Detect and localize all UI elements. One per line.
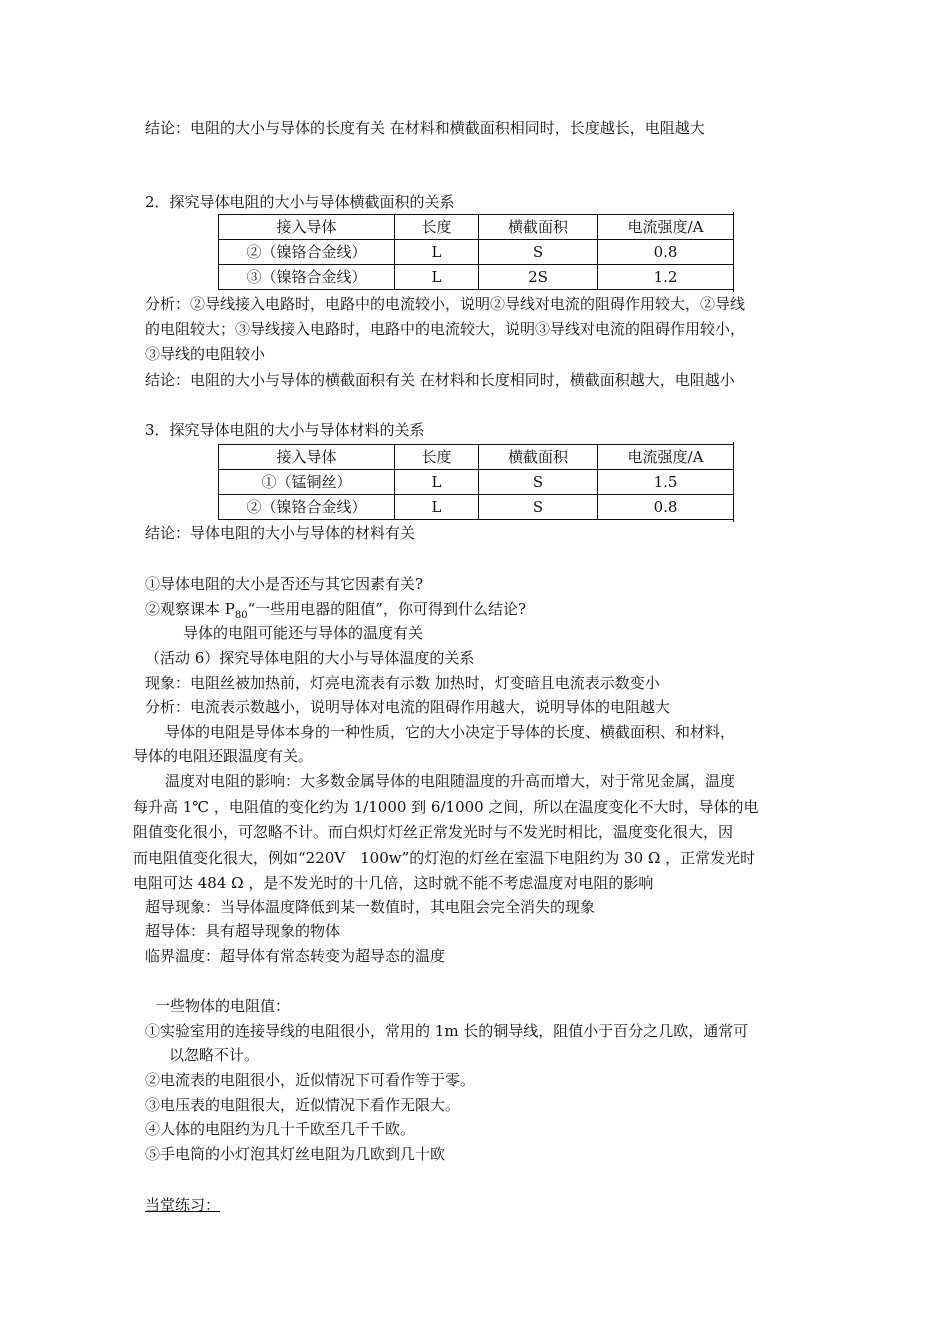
question-2-answer: 导体的电阻可能还与导体的温度有关 [183, 624, 424, 642]
cell-length: L [395, 470, 479, 495]
values-item-2: ②电流表的电阻很小，近似情况下可看作等于零。 [145, 1071, 476, 1089]
cell-area: 2S [479, 265, 598, 290]
values-item-3: ③电压表的电阻很大，近似情况下看作无限大。 [145, 1096, 461, 1114]
cell-length: L [395, 265, 479, 290]
superconduct-phenomenon: 超导现象：当导体温度降低到某一数值时，其电阻会完全消失的现象 [145, 898, 596, 916]
para-property-line1: 导体的电阻是导体本身的一种性质，它的大小决定于导体的长度、横截面积、和材料， [165, 723, 736, 741]
critical-temperature: 临界温度：超导体有常态转变为超导态的温度 [145, 947, 446, 965]
superconductor-def: 超导体：具有超导现象的物体 [145, 922, 341, 940]
cell-area: S [479, 240, 598, 265]
table-outer-border [733, 442, 734, 522]
cell-current: 0.8 [598, 495, 734, 520]
phenomenon: 现象：电阻丝被加热前，灯亮电流表有示数 加热时，灯变暗且电流表示数变小 [145, 674, 660, 692]
section2-analysis-line1: 分析：②导线接入电路时，电路中的电流较小，说明②导线对电流的阻碍作用较大，②导线 [145, 295, 746, 313]
page-subscript: 80 [234, 610, 248, 621]
section2-analysis-line3: ③导线的电阻较小 [145, 345, 266, 363]
values-item-5: ⑤手电筒的小灯泡其灯丝电阻为几欧到几十欧 [145, 1145, 446, 1163]
cell-current: 1.5 [598, 470, 734, 495]
table-header-row [219, 215, 734, 240]
question-1: ①导体电阻的大小是否还与其它因素有关? [145, 575, 424, 593]
values-title: 一些物体的电阻值： [155, 997, 291, 1015]
activity-6-title: （活动 6）探究导体电阻的大小与导体温度的关系 [145, 649, 475, 667]
para-temp-line3: 阻值变化很小，可忽略不计。而白炽灯灯丝正常发光时与不发光时相比，温度变化很大，因 [133, 823, 734, 841]
table-outer-border [733, 212, 734, 292]
cell-conductor: ②（镍铬合金线） [219, 240, 395, 265]
table-row [219, 240, 734, 265]
para-temp-line5: 电阻可达 484 Ω ，是不发光时的十几倍，这时就不能不考虑温度对电阻的影响 [133, 874, 654, 892]
cell-area: S [479, 470, 598, 495]
section2-conclusion: 结论：电阻的大小与导体的横截面积有关 在材料和长度相同时，横截面积越大，电阻越小 [145, 371, 735, 389]
table-row [219, 470, 734, 495]
header-length: 长度 [395, 215, 479, 240]
para-temp-line2: 每升高 1℃ ，电阻值的变化约为 1/1000 到 6/1000 之间，所以在温度变化不大时，导体的电 [133, 798, 759, 816]
cell-area: S [479, 495, 598, 520]
values-item-1-cont: 以忽略不计。 [169, 1046, 260, 1064]
cell-current: 1.2 [598, 265, 734, 290]
cell-current: 0.8 [598, 240, 734, 265]
header-conductor: 接入导体 [219, 215, 395, 240]
section3-title: 3．探究导体电阻的大小与导体材料的关系 [145, 421, 425, 439]
question-2-text: ②观察课本 P [145, 600, 235, 618]
cell-length: L [395, 240, 479, 265]
cell-conductor: ①（锰铜丝） [219, 470, 395, 495]
question-2 [145, 599, 526, 626]
cell-conductor: ③（镍铬合金线） [219, 265, 395, 290]
header-length: 长度 [395, 445, 479, 470]
table-row [219, 495, 734, 520]
question-2-text-rest: “一些用电器的阻值”，你可得到什么结论? [247, 600, 526, 618]
table-material [218, 444, 734, 520]
values-item-4: ④人体的电阻约为几十千欧至几千千欧。 [145, 1120, 416, 1138]
table-cross-section [218, 214, 734, 290]
table-header-row [219, 445, 734, 470]
section2-analysis-line2: 的电阻较大；③导线接入电路时，电路中的电流较大，说明③导线对电流的阻碍作用较小， [145, 320, 746, 338]
values-item-1: ①实验室用的连接导线的电阻很小，常用的 1m 长的铜导线，阻值小于百分之几欧，通常可 [145, 1022, 749, 1040]
table-row [219, 265, 734, 290]
conclusion-length: 结论：电阻的大小与导体的长度有关 在材料和横截面积相同时，长度越长，电阻越大 [145, 119, 705, 137]
para-temp-line1: 温度对电阻的影响：大多数金属导体的电阻随温度的升高而增大，对于常见金属，温度 [165, 772, 736, 790]
para-temp-line4: 而电阻值变化很大，例如“220V 100w”的灯泡的灯丝在室温下电阻约为 30 Ω ，正常发光时 [133, 849, 756, 867]
cell-conductor: ②（镍铬合金线） [219, 495, 395, 520]
header-conductor: 接入导体 [219, 445, 395, 470]
para-property-line2: 导体的电阻还跟温度有关。 [133, 747, 314, 765]
section3-conclusion: 结论：导体电阻的大小与导体的材料有关 [145, 524, 416, 542]
header-area: 横截面积 [479, 445, 598, 470]
cell-length: L [395, 495, 479, 520]
analysis-temperature: 分析：电流表示数越小，说明导体对电流的阻碍作用越大，说明导体的电阻越大 [145, 698, 671, 716]
header-current: 电流强度/A [598, 445, 734, 470]
practice-heading: 当堂练习： [145, 1196, 221, 1214]
header-current: 电流强度/A [598, 215, 734, 240]
header-area: 横截面积 [479, 215, 598, 240]
section2-title: 2．探究导体电阻的大小与导体横截面积的关系 [145, 193, 455, 211]
